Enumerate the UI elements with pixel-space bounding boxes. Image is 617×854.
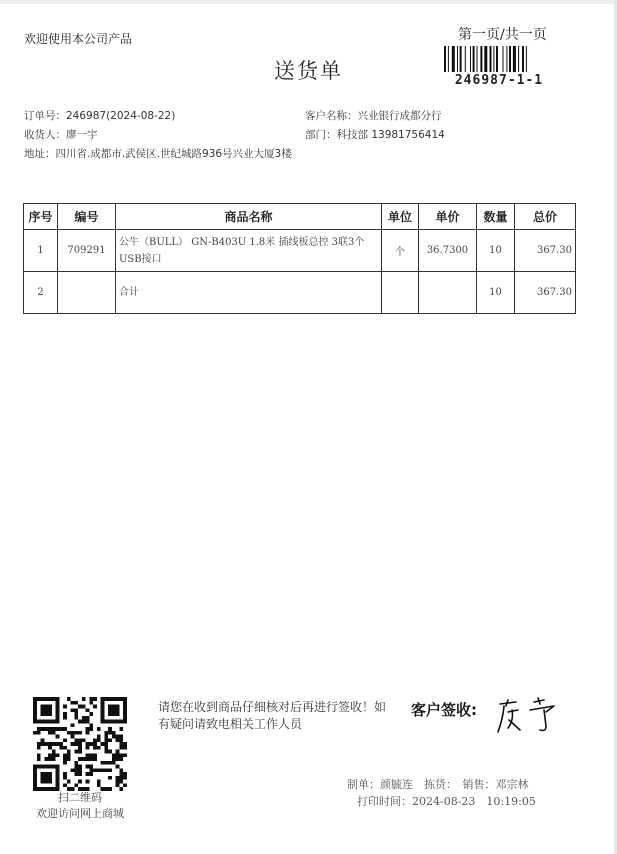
receiver: 收货人：廖一宇 [24,129,98,141]
header-qty: 数量 [477,204,515,230]
document-title: 送货单 [274,59,343,83]
row-total: 367.30 [515,272,576,314]
order-number: 订单号：246987(2024-08-22) [24,110,176,122]
row-unit-price: 36.7300 [419,230,477,272]
header-total: 总价 [515,204,576,230]
page-indicator: 第一页/共一页 [458,27,547,43]
items-table [23,203,576,314]
header-code: 编号 [58,204,116,230]
row-unit-price [419,272,477,314]
row-unit [382,272,419,314]
table-row [24,272,576,314]
welcome-text: 欢迎使用本公司产品 [24,32,133,46]
customer-sign-label: 客户签收: [411,701,477,719]
print-time: 打印时间：2024-08-23 10:19:05 [357,795,536,808]
row-seq: 1 [24,230,58,272]
customer-name: 客户名称：兴业银行成都分行 [305,110,442,122]
table-header-row [24,204,576,230]
qr-caption [20,790,140,822]
qr-caption-line-1: 扫二维码 [58,791,102,804]
address: 地址：四川省.成都市.武侯区.世纪城路936号兴业大厦3楼 [24,148,292,160]
header-unit: 单位 [382,204,419,230]
header-unit-price: 单价 [419,204,477,230]
row-qty: 10 [477,272,515,314]
header-product-name: 商品名称 [116,204,382,230]
qr-code-image [33,697,127,791]
barcode-number: 246987-1-1 [454,73,544,88]
row-product-name: 合计 [116,272,382,314]
qr-caption-line-2: 欢迎访问网上商城 [36,807,124,820]
handwritten-signature [494,690,564,738]
row-code: 709291 [58,230,116,272]
barcode-image [444,46,552,72]
row-qty: 10 [477,230,515,272]
row-product-name: 公牛（BULL） GN-B403U 1.8米 插线板总控 3联3个USB接口 [116,230,382,272]
table-row [24,230,576,272]
header-seq: 序号 [24,204,58,230]
row-code [58,272,116,314]
row-seq: 2 [24,272,58,314]
staff-info: 制单：颜毓连 拣货： 销售：邓宗林 [347,778,529,791]
notice-text: 请您在收到商品仔细核对后再进行签收！如有疑问请致电相关工作人员 [158,700,387,731]
row-total: 367.30 [515,230,576,272]
page-top-edge [0,0,617,4]
row-unit: 个 [382,230,419,272]
department: 部门：科技部 13981756414 [305,129,445,141]
